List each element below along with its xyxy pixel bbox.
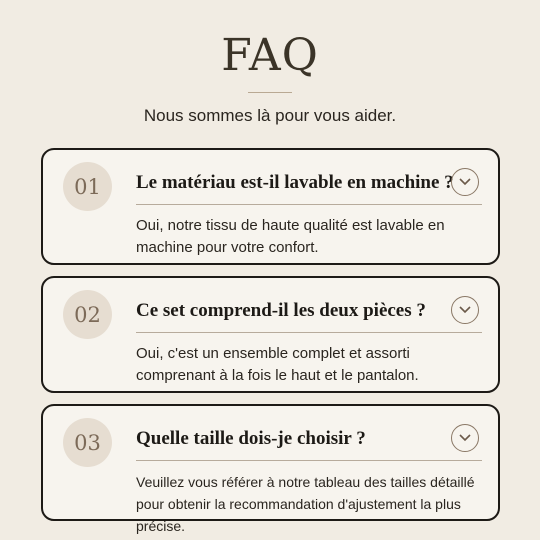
faq-divider — [136, 204, 482, 205]
page-subtitle: Nous sommes là pour vous aider. — [143, 106, 397, 125]
faq-divider — [136, 332, 482, 333]
faq-item-1[interactable] — [41, 148, 500, 265]
faq-answer: Veuillez vous référer à notre tableau des tailles détaillé pour obtenir la recommandation d'ajustement la plus précise. — [136, 474, 475, 534]
faq-question: Le matériau est-il lavable en machine ? — [136, 172, 454, 193]
chevron-down-icon[interactable] — [451, 424, 479, 452]
faq-number-badge: 01 — [63, 162, 112, 211]
faq-question: Ce set comprend-il les deux pièces ? — [136, 300, 426, 321]
page-title: FAQ — [221, 30, 319, 81]
chevron-down-icon[interactable] — [451, 296, 479, 324]
faq-item-3[interactable] — [41, 404, 500, 534]
faq-number-badge: 03 — [63, 418, 112, 467]
faq-number-badge: 02 — [63, 290, 112, 339]
faq-item-2[interactable] — [41, 276, 500, 393]
faq-answer: Oui, notre tissu de haute qualité est lavable en machine pour votre confort. — [136, 217, 445, 256]
chevron-down-icon[interactable] — [451, 168, 479, 196]
faq-divider — [136, 460, 482, 461]
title-divider — [248, 92, 292, 93]
faq-question: Quelle taille dois-je choisir ? — [136, 428, 366, 449]
faq-answer: Oui, c'est un ensemble complet et assorti comprenant à la fois le haut et le pantalon. — [136, 345, 419, 384]
